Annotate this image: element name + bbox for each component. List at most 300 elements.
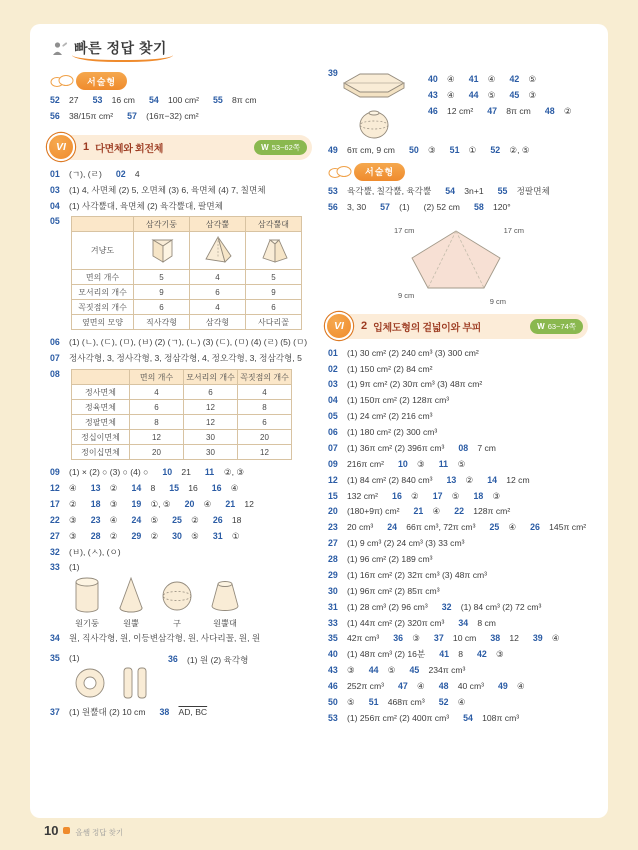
answer-text: 234π cm³ [428, 665, 466, 676]
question-number: 21 [413, 506, 424, 517]
annulus-figure [72, 665, 108, 701]
workbook-icon: W [537, 321, 545, 331]
answer-text: (1) 원뿔대 (2) 10 cm [69, 707, 146, 718]
table-cell: 9 [134, 285, 190, 300]
cloud-icon [50, 74, 74, 88]
answer-text: ④ [551, 633, 560, 644]
question-number: 40 [428, 74, 438, 84]
answer-item [387, 522, 475, 534]
solid-figures-row [72, 574, 312, 629]
figure-label: 원뿔대 [213, 619, 237, 629]
answers-09-32 [50, 467, 312, 558]
answers-49-52 [328, 145, 588, 157]
table-cell [246, 232, 302, 270]
answer-item [328, 411, 432, 423]
table-row [72, 430, 292, 445]
answer-item [398, 681, 425, 693]
answer-text: (2) 52 cm [423, 201, 460, 212]
answer-text: 원, 직사각형, 원, 이등변삼각형, 원, 사다리꼴, 원, 원 [69, 633, 261, 644]
question-number: 38 [159, 707, 170, 718]
answer-line [428, 106, 588, 118]
answer-text: (1) 44π cm² (2) 320π cm³ [347, 617, 445, 628]
answer-text: (1) 36π cm² (2) 396π cm³ [347, 442, 445, 453]
answer-text: ⑤ [528, 74, 537, 84]
question-number: 28 [328, 554, 338, 564]
table-cell: 30 [184, 445, 238, 460]
answer-text: (1) 30 cm² (2) 240 cm³ (3) 300 cm² [347, 347, 479, 358]
answer-line [50, 95, 312, 107]
page-number: 10 [44, 823, 59, 838]
answer-line [328, 459, 588, 471]
triangular-pyramid-figure [201, 234, 235, 266]
question-number: 40 [328, 649, 338, 660]
answer-item [328, 379, 482, 391]
answer-line [50, 707, 312, 719]
answer-item [91, 515, 118, 527]
question-number: 54 [445, 185, 456, 196]
answer-item [328, 633, 379, 645]
answer-text: ②, ⑤ [509, 145, 530, 155]
section-title: 다면체와 회전체 [95, 143, 164, 155]
answer-line [328, 379, 588, 391]
question-number: 26 [212, 514, 223, 525]
question-number: 50 [328, 696, 338, 707]
answer-text: 12 [244, 498, 254, 509]
answer-item [127, 111, 199, 123]
answer-text: (16π−32) cm² [146, 110, 199, 121]
table-cell: 삼각형 [190, 315, 246, 330]
answer-line [328, 697, 588, 709]
answer-text: 16 [188, 483, 198, 493]
answer-text: 10 cm [452, 633, 477, 644]
pentagon-figure [394, 218, 524, 306]
answer-35-label [50, 653, 150, 663]
answer-item [328, 697, 355, 709]
sphere-figure [160, 574, 194, 629]
answer-line [50, 337, 312, 349]
answer-line [328, 554, 588, 566]
answer-text: ③ [69, 514, 77, 525]
question-number: 53 [328, 712, 338, 723]
table-cell: 12 [184, 400, 238, 415]
question-number: 24 [387, 522, 398, 533]
question-number: 19 [131, 498, 142, 509]
answer-line [50, 185, 312, 197]
table-cell: 직사각형 [134, 315, 190, 330]
answer-35-figures [50, 649, 150, 703]
table-cell: 6 [190, 285, 246, 300]
question-number: 30 [172, 530, 182, 541]
page-title: 빠른 정답 찾기 [74, 40, 167, 56]
answer-line [328, 475, 588, 487]
answer-text: ④ [432, 506, 441, 517]
answer-line [328, 681, 588, 693]
question-number: 03 [50, 184, 60, 195]
answer-item [469, 74, 496, 86]
question-number: 23 [90, 514, 101, 525]
rotation-solids-figures [328, 68, 420, 141]
answer-item [545, 106, 572, 118]
question-number: 52 [50, 95, 60, 105]
answer-text: ⑤ [487, 89, 496, 100]
question-number: 16 [211, 483, 222, 493]
answer-item [159, 707, 207, 719]
question-number: 41 [468, 74, 479, 84]
table-row [72, 285, 302, 300]
table-cell: 9 [246, 285, 302, 300]
question-number: 27 [328, 538, 338, 549]
answer-line [50, 547, 312, 559]
answer-text: 120° [492, 201, 511, 212]
answer-text: 12 cm² [447, 105, 474, 116]
answer-text: 8 cm [477, 617, 496, 628]
footer-text: 올쌤 정답 찾기 [75, 828, 124, 837]
answer-text: 132 cm² [347, 490, 379, 501]
section-1-header [50, 135, 312, 160]
answer-line [328, 649, 588, 661]
table-cell: 4 [190, 270, 246, 285]
answer-text: 66π cm³, 72π cm³ [406, 522, 476, 533]
answer-text: 8π cm [506, 105, 531, 116]
answer-line [50, 633, 312, 645]
answer-item [169, 483, 198, 495]
answer-item [185, 499, 212, 511]
question-number: 43 [428, 89, 438, 100]
answer-item [50, 499, 77, 511]
left-column [50, 66, 312, 729]
answer-text: ① [231, 530, 240, 541]
question-number: 11 [438, 458, 449, 469]
answer-text: (1) × (2) ○ (3) ○ (4) ○ [69, 467, 149, 478]
answer-item [328, 348, 479, 360]
answer-line [50, 515, 312, 527]
page-header [52, 38, 588, 58]
page-footer [44, 823, 123, 838]
answer-text: ② [109, 483, 118, 493]
answer-text: ② [411, 490, 419, 501]
table-cell: 20 [130, 445, 184, 460]
answer-item [328, 491, 378, 503]
table-cell: 사다리꼴 [246, 315, 302, 330]
answer-item [450, 145, 477, 157]
answer-item [392, 491, 419, 503]
question-number: 54 [463, 712, 473, 723]
answer-item [213, 515, 242, 527]
table-row-header: 정팔면체 [72, 415, 130, 430]
answer-line [50, 353, 312, 365]
cloud-icon [328, 165, 352, 179]
question-number: 45 [409, 665, 420, 676]
answer-line [328, 491, 588, 503]
answer-item [131, 515, 158, 527]
answer-text: ③ [416, 458, 425, 469]
question-number: 44 [368, 665, 379, 676]
question-number: 05 [50, 216, 60, 227]
answer-item [328, 618, 444, 630]
columns [50, 66, 588, 729]
question-number: 58 [473, 201, 484, 212]
question-number: 39 [532, 633, 543, 644]
answer-text: ④ [416, 681, 425, 691]
answer-item [428, 90, 455, 102]
table-cell: 30 [184, 430, 238, 445]
question-number: 48 [438, 681, 449, 691]
question-number: 07 [328, 442, 338, 453]
sphere-with-knob-figure [353, 105, 395, 141]
answer-item [328, 681, 384, 693]
answer-text: ④ [109, 514, 118, 525]
answer-item [328, 649, 425, 661]
question-number: 14 [487, 474, 497, 485]
answer-text: (1) 180 cm² (2) 300 cm³ [347, 427, 438, 437]
regular-polyhedra-table [71, 369, 292, 460]
answer-text: ④ [69, 483, 77, 493]
answer-text: ② [69, 498, 77, 509]
question-number: 16 [392, 490, 402, 501]
table-row [72, 315, 302, 330]
figure-label: 구 [173, 619, 181, 629]
question-number: 54 [148, 95, 159, 105]
answer-item [487, 475, 529, 487]
answer-item [477, 649, 504, 661]
answer-text: 16 cm [111, 95, 135, 105]
answer-item [498, 681, 525, 693]
answer-text: 128π cm² [473, 506, 511, 517]
answer-text: 18 [231, 514, 242, 525]
answer-line [328, 665, 588, 677]
answer-item [509, 74, 536, 86]
answer-item [149, 95, 199, 107]
footer-logo-icon [63, 827, 70, 834]
question-number: 04 [50, 200, 60, 211]
question-number: 23 [328, 522, 338, 533]
answer-text: (1) 84 cm³ (2) 72 cm³ [460, 601, 542, 612]
question-number: 44 [468, 89, 479, 100]
question-number: 49 [328, 145, 338, 155]
question-number: 31 [212, 530, 223, 541]
answer-text: 12 cm [506, 474, 530, 485]
answer-text: (1) 48π cm³ (2) 16분 [347, 649, 426, 660]
question-number: 51 [449, 145, 460, 155]
answer-line [328, 618, 588, 630]
answer-item [50, 353, 302, 365]
answer-item [328, 713, 449, 725]
question-number: 17 [432, 490, 443, 501]
answer-item [428, 74, 455, 86]
answer-item [93, 95, 135, 107]
figure-label: 원뿔 [123, 619, 139, 629]
dimension-label: 9 cm [398, 290, 415, 300]
table-row [72, 232, 302, 270]
table-row-header: 꼭짓점의 개수 [72, 300, 134, 315]
question-number: 53 [92, 95, 103, 105]
answer-item [439, 697, 466, 709]
answer-text: 100 cm² [167, 95, 200, 105]
answer-text: (ㄱ), (ㄹ) [69, 168, 102, 179]
answer-item [162, 467, 191, 479]
answer-item [328, 186, 431, 198]
question-number: 50 [408, 145, 419, 155]
answer-text: ②, ③ [223, 467, 245, 478]
question-number: 24 [131, 514, 142, 525]
table-row-header: 옆면의 모양 [72, 315, 134, 330]
table-cell: 12 [184, 415, 238, 430]
answer-text: ② [465, 474, 474, 485]
answers-06-07 [50, 337, 312, 365]
table-cell: 12 [130, 430, 184, 445]
question-number: 55 [213, 95, 223, 105]
answer-text: ⑤ [191, 530, 199, 541]
answer-item [328, 475, 432, 487]
answer-item [50, 337, 307, 349]
table-cell: 6 [246, 300, 302, 315]
table-cell: 5 [246, 270, 302, 285]
answer-text: 3n+1 [464, 185, 484, 196]
cylinder-figure [72, 574, 102, 629]
answer-text: 38/15π cm² [69, 110, 114, 121]
question-number: 52 [490, 145, 501, 155]
table-row-header: 정이십면체 [72, 445, 130, 460]
answer-line [328, 570, 588, 582]
table-cell: 4 [130, 385, 184, 400]
question-number: 08 [458, 442, 469, 453]
answer-08-block [50, 369, 312, 460]
answer-item [328, 506, 400, 518]
table-cell: 6 [184, 385, 238, 400]
question-number: 53 [328, 185, 338, 196]
question-number: 17 [50, 498, 60, 509]
cone-figure [116, 574, 146, 629]
answer-text: 42π cm³ [347, 633, 380, 644]
answer-item [328, 395, 449, 407]
answer-text: (1) 16π cm² (2) 32π cm³ (3) 48π cm³ [347, 569, 488, 580]
table-row [72, 445, 292, 460]
table-header-cell: 삼각뿔 [190, 217, 246, 232]
answer-text: ⑤ [457, 458, 466, 469]
answer-text: 12 [509, 633, 519, 644]
answer-line [428, 90, 588, 102]
answer-item [50, 95, 79, 107]
answer-text: (1) 84 cm² (2) 840 cm³ [347, 474, 433, 485]
section-2-header [328, 314, 588, 339]
answer-item [50, 515, 77, 527]
table-cell: 4 [238, 385, 292, 400]
table-header-cell: 삼각뿔대 [246, 217, 302, 232]
answer-text: ⑤ [387, 665, 396, 676]
answers-40-48 [428, 68, 588, 141]
answer-item [458, 443, 496, 455]
answer-item [380, 202, 410, 214]
answer-item [328, 364, 432, 376]
question-number: 51 [368, 696, 379, 707]
question-number: 22 [454, 506, 465, 517]
answer-item [434, 633, 476, 645]
answer-text: ③ [347, 665, 355, 676]
answer-line [328, 348, 588, 360]
answer-item [463, 713, 519, 725]
answer-item [454, 506, 510, 518]
question-number: 49 [497, 681, 508, 691]
answer-text: (ㅂ), (ㅅ), (ㅇ) [69, 546, 121, 557]
question-number: 05 [328, 411, 338, 422]
answer-item [116, 169, 140, 181]
section-title: 입체도형의 겉넓이와 부피 [373, 322, 482, 334]
question-number: 56 [328, 201, 338, 212]
answer-text: (1) (ㄴ), (ㄷ), (ㅁ), (ㅂ) (2) (ㄱ), (ㄴ) (3) (ㄷ), (ㅁ) (4) (ㄹ) (5) (ㅁ) [69, 337, 308, 348]
question-number: 02 [115, 168, 126, 179]
answer-item [398, 459, 425, 471]
table-row [72, 400, 292, 415]
cone-frustum-figure [208, 574, 242, 629]
answer-text: (1) 9π cm² (2) 30π cm³ (3) 48π cm² [347, 379, 483, 390]
question-number: 10 [397, 458, 408, 469]
answer-text: ③ [109, 498, 118, 509]
answer-item [446, 475, 473, 487]
answer-text: (1) 96 cm² (2) 189 cm³ [347, 554, 433, 564]
answer-line [328, 713, 588, 725]
answer-item [50, 111, 113, 123]
answer-item [328, 145, 395, 157]
question-number: 31 [328, 601, 338, 612]
answer-text: (180+9π) cm² [347, 506, 400, 517]
answer-text: 8 [458, 649, 464, 660]
answer-item [458, 618, 496, 630]
answer-item [469, 90, 496, 102]
table-row-header: 정육면체 [72, 400, 130, 415]
page-range-text: 63~74쪽 [547, 321, 576, 331]
answer-text: ④ [203, 498, 212, 509]
question-number: 15 [328, 490, 338, 501]
page-range-badge [254, 140, 307, 155]
answer-line [50, 169, 312, 181]
table-row-header: 모서리의 개수 [72, 285, 134, 300]
answer-33-block [50, 562, 312, 629]
question-number: 57 [127, 110, 137, 121]
answer-item [498, 186, 550, 198]
question-number: 26 [530, 522, 540, 533]
question-number: 46 [328, 681, 338, 691]
question-number: 06 [50, 337, 60, 348]
answer-item [50, 467, 148, 479]
question-number: 34 [50, 633, 60, 644]
unit-roman-badge: VI [325, 312, 353, 340]
answer-item [213, 531, 240, 543]
answer-text: 145π cm² [549, 522, 587, 533]
seosul-answers-1 [50, 95, 312, 123]
answer-text: (1) 96π cm² (2) 85π cm³ [347, 585, 440, 596]
answer-text: ② [109, 530, 118, 541]
question-number: 01 [328, 347, 338, 358]
answer-item [490, 145, 529, 157]
triangular-prism-figure [145, 234, 179, 266]
question-number: 07 [50, 353, 60, 364]
answer-item [50, 169, 102, 181]
question-number: 18 [90, 498, 101, 509]
right-column [328, 66, 588, 729]
question-number: 56 [50, 110, 60, 121]
answer-text: ③ [69, 530, 77, 541]
answer-34 [50, 633, 312, 645]
answer-item [50, 185, 266, 197]
content-card [30, 24, 608, 818]
section-number: 2 [361, 320, 368, 333]
question-number: 06 [328, 427, 338, 437]
question-number: 29 [328, 569, 338, 580]
question-number: 30 [328, 585, 338, 596]
question-number: 20 [184, 498, 195, 509]
question-number: 04 [328, 395, 338, 406]
answer-item [213, 95, 257, 107]
